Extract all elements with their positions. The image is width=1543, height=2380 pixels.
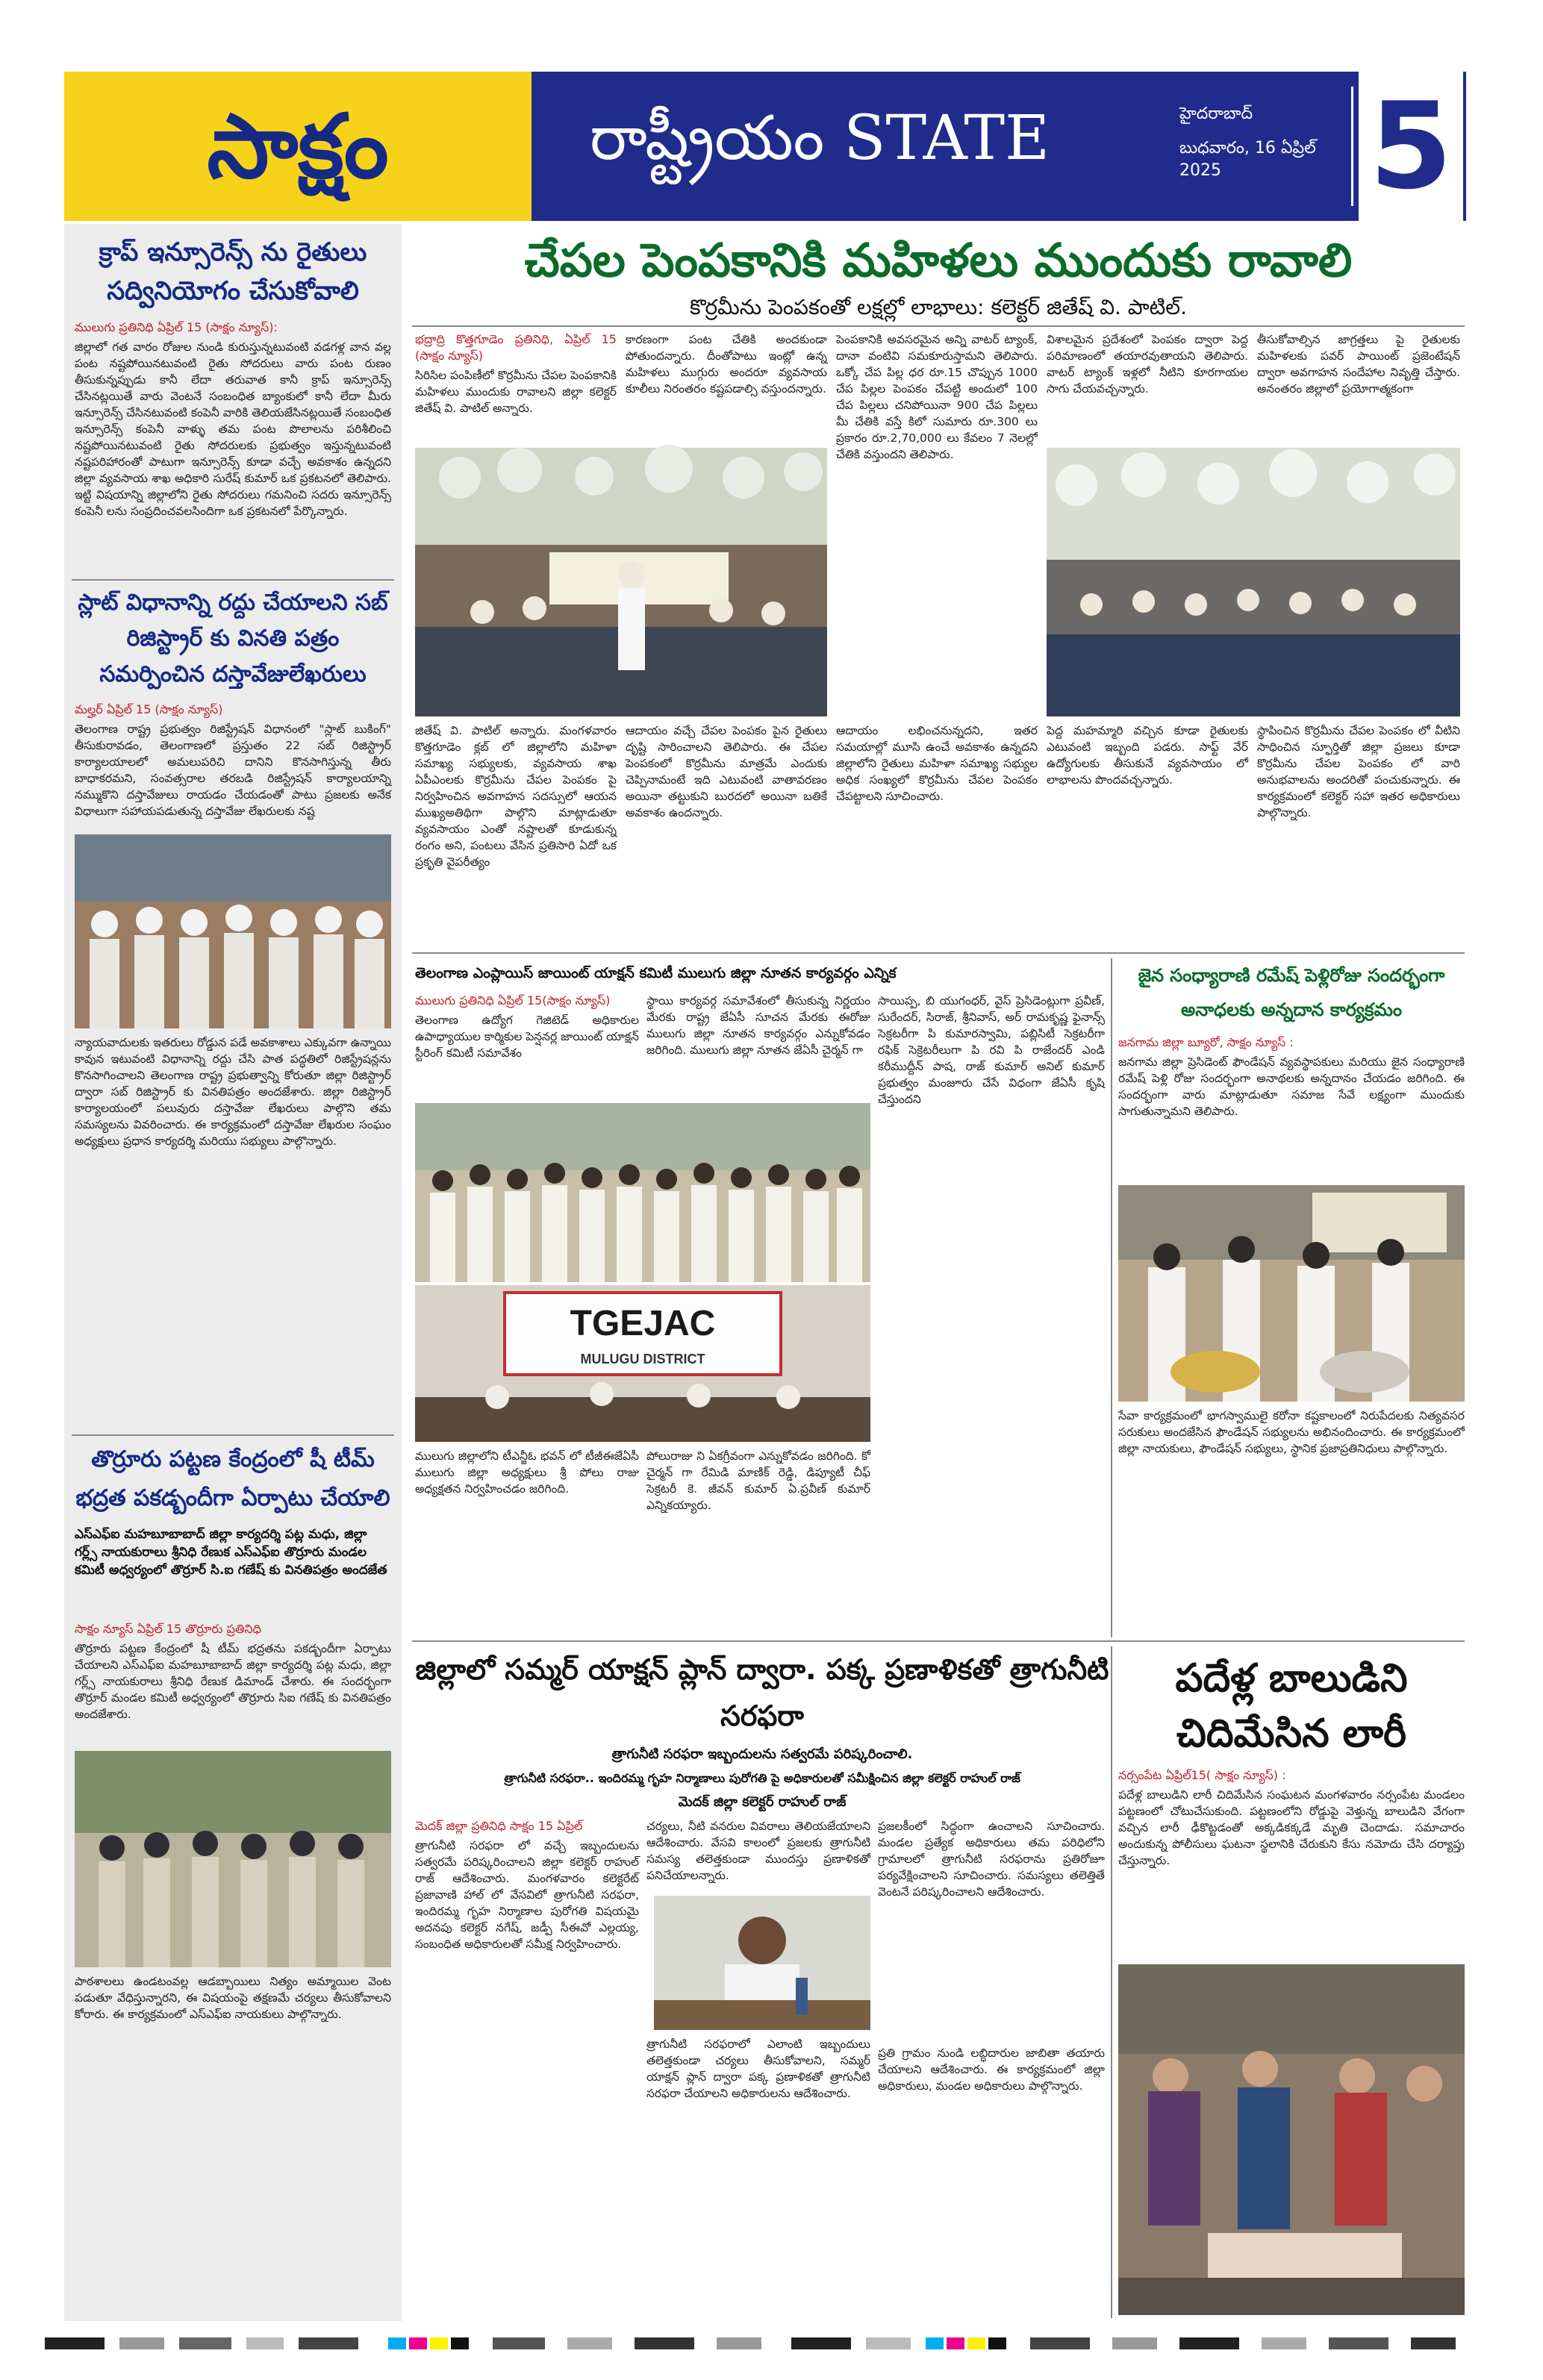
main-col-2b: ఆదాయం వచ్చే చేపల పెంపకం పైన రైతులు దృష్టి సారించాలని తెలిపారు. ఈ చేపల పెంపకంలో కొర్రమీను మాత్రమే ఎందుకు చెప్పినామంటే ఇది ఎటువంటి వాతావరణం అయినా తట్టుకుని బురదలో అయినా బతికే అవకాశం ఉందన్నారు. <box>626 724 827 819</box>
summer-col-3b: ప్రతి గ్రామం నుండి లబ్ధిదారుల జాబితా తయారు చేయాలని ఆదేశించారు. ఈ కార్యక్రమంలో జిల్లా అధికారులు, మండల అధికారులు పాల్గొన్నారు. <box>878 2046 1105 2093</box>
headline-lorry: పదేళ్ల బాలుడిని చిదిమేసిన లారీ <box>1175 1656 1408 1756</box>
article-body: జిల్లాలో గత వారం రోజుల నుండి కురుస్తున్నటువంటి వడగళ్ల వాన వల్ల పంట నష్టపోయినటువంటి రైతు సోదరులు వారు పంట రుణం తీసుకున్నప్పుడు కానీ లేదా తరువాత కానీ క్రాప్ ఇన్సూరెన్స్ చేసినట్లయితే వారు వెంటనే సంబంధిత బ్యాంకులో కానీ లేదా మీరు ఇన్సూరెన్స్ చేసినటువంటి కంపెనీ వారికి తెలియజేసినట్లయితే సంబంధిత ఇన్సూరెన్స్ కంపెనీ వాళ్ళు తమ పంట పొలాలను పరిశీలించి నష్టపోయినటువంటి రైతు సోదరులకు ప్రభుత్వం ఇస్తున్నటువంటి నష్టపరిహారంతో పాటుగా ఇన్సూరెన్స్ కూడా వచ్చే అవకాశం ఉన్నదని జిల్లా వ్యవసాయ శాఖ అధికారి సురేష్ కుమార్ ఒక ప్రకటనలో తెలిపారు. ఇట్టి విషయాన్ని జిల్లాలోని రైతు సోదరులు గమనించి సదరు ఇన్సూరెన్స్ కంపెనీ లను సంప్రదించవలసిందిగా ఒక ప్రకటనలో పేర్కొన్నారు. <box>75 340 391 518</box>
divider <box>412 325 1465 327</box>
reg-strip <box>1411 2337 1456 2349</box>
article-body: పదేళ్ల బాలుడిని లారీ చిదిమేసిన సంఘటన మంగళవారం నర్సంపేట మండలం పట్టణంలో చోటుచేసుకుంది. పట్టణంలోని రోడ్డుపై వెళ్తున్న బాలుడిని వేగంగా వచ్చిన లారీ ఢీకొట్టడంతో అక్కడికక్కడే మృతి చెందాడు. సమాచారం అందుకున్న పోలీసులు ఘటనా స్థలానికి చేరుకుని కేసు నమోదు చేసి దర్యాప్తు చేస్తున్నారు. <box>1118 1788 1465 1867</box>
article-body: తెలంగాణ రాష్ట్ర ప్రభుత్వం రిజిస్ట్రేషన్ విధానంలో "స్లాట్ బుకింగ్" తీసుకురావడం, తెలంగాణలో ప్రస్తుతం 22 సబ్ రిజిస్ట్రార్ కార్యాలయాలలో అమలుపరిచి దానిని కొనసాగిస్తున్న తీరు బాధాకరమని, సంవత్సరాల తరబడి రిజిస్ట్రేషన్ కార్యాలయాన్ని నమ్ముకొని దస్తావేజులు రాయడం చేయడంతో పాటు ప్రజలకు అనేక విధాలుగా సహాయపడుతున్న దస్తావేజు లేఖరులకు నష్ట <box>75 722 391 818</box>
photo-collector-speaking <box>415 448 827 716</box>
reg-strip-cyan <box>926 2337 944 2349</box>
photo-annadanam <box>1118 1185 1465 1402</box>
reg-strip <box>493 2337 545 2349</box>
event-photo-image <box>415 448 827 716</box>
photo-collector-rahul-raj <box>654 1896 870 2030</box>
main-col-1b: జితేష్ వి. పాటిల్ అన్నారు. మంగళవారం కొత్తగూడెం క్లబ్ లో జిల్లాలోని మహిళా సమాఖ్య సభ్యులకు, వ్యవసాయ శాఖ ఏపీఎంలకు కొర్రమీను చేపల పెంపకం పై నిర్వహించిన అవగాహన సదస్సులో ఆయన ముఖ్యఅతిథిగా పాల్గొని మాట్లాడుతూ వ్యవసాయం ఎంతో నష్టాలతో కూడుకున్న రంగం అని, పంటలు వేసిన ప్రతిసారి ఏదో ఒక ప్రకృతి వైపరీత్యం <box>415 724 617 869</box>
reg-strip <box>635 2337 694 2349</box>
masthead-divider <box>1351 87 1353 206</box>
summer-col-3: ప్రజలకీంలో సిద్ధంగా ఉంచాలని సూచించారు. మండల ప్రత్యేక అధికారులు తమ పరిధిలోని గ్రామాలలో త్రాగునీటి సరఫరాను ప్రతిరోజూ పర్యవేక్షించాలని సూచించారు. సమస్యలు తలెత్తితే వెంటనే పరిష్కరించాలని ఆదేశించారు. <box>878 1820 1105 1899</box>
divider <box>72 1434 394 1436</box>
event-photo-image <box>1047 448 1460 716</box>
main-col-5b: స్థాపించిన కొర్రమీను చేపల పెంపకం లో వీటిని సాధించిన స్ఫూర్తితో జిల్లా ప్రజలు కూడా కొర్రమీను చేపల పెంపకం లో వారి అనుభవాలను అందరితో పంచుకున్నారు. ఈ కార్యక్రమంలో కలెక్టర్ సహా ఇతర అధికారులు పాల్గొన్నారు. <box>1257 724 1460 819</box>
reg-strip <box>119 2337 164 2349</box>
summer-col-2b: త్రాగునీటి సరఫరాలో ఎలాంటి ఇబ్బందులు తలెత్తకుండా చర్యలు తీసుకోవాలని, సమ్మర్ యాక్షన్ ప్లాన్ ద్వారా పక్క ప్రణాళికతో త్రాగునీటి సరఫరా చేయాలని అధికారులను ఆదేశించారు. <box>646 2037 870 2100</box>
main-col-4: విశాలమైన ప్రదేశంలో పెంపకం ద్వారా పెద్ద పరిమాణంలో తయారవుతాయని తెలిపారు. వాటర్ ట్యాంక్ ఇళ్లలో నీటిని కూరగాయల సాగు చేయవచ్చన్నారు. <box>1047 333 1248 396</box>
poster-tgejac-text: TGEJAC <box>570 1304 716 1343</box>
newspaper-logo <box>64 72 532 221</box>
dateline: నర్సంపేట ఏప్రిల్15( సాక్షం న్యూస్) : <box>1118 1768 1286 1782</box>
masthead-date: బుధవారం, 16 ఏప్రిల్ 2025 <box>1179 139 1316 180</box>
reg-strip-yellow <box>430 2337 448 2349</box>
tgejac-col-1b: ములుగు జిల్లాలోని టీఎన్జీఓ భవన్ లో టీజీఈజేఏసీ ములుగు జిల్లా అధ్యక్షులు శ్రీ పోలు రాజు అధ్యక్షతన నిర్వహించడం జరిగింది. <box>415 1449 639 1496</box>
reg-strip-magenta <box>947 2337 964 2349</box>
main-col-4b: పెద్ద మహమ్మారి వచ్చిన కూడా రైతులకు ఎటువంటి ఇబ్బంది పడరు. సాఫ్ట్ వేర్ ఉద్యోగులకు తీసుకునే వ్యవసాయం లో లాభాలను పొందవచ్చన్నారు. <box>1047 724 1248 787</box>
group-photo-image <box>75 1751 391 1967</box>
tgejac-col-1 <box>415 993 639 1097</box>
reg-strip-magenta <box>409 2337 427 2349</box>
tgejac-col-3: సాయిప్ప, బి యుగంధర్, వైస్ ప్రెసిడెంట్లుగా ప్రవీణ్, సురేందర్, సిరాజ్, శ్రీనివాస్, అర్ రామకృష్ణ ఫైనాన్స్ సెక్రటరీగా పి కుమారస్వామి, పబ్లిసిటీ సెక్రటరీగా రఫిక్ సెక్రెటరీలుగా పి రవి పి రాజేందర్ ఎండి కరీముద్దీన్ పాష, రాజ్ కుమార్ అనిల్ కుమార్ ప్రభుత్వం మంజూరు చేసే విధంగా జేఏసీ కృషి చేస్తుందని <box>878 994 1105 1106</box>
dateline: భద్రాద్రి కొత్తగూడెం ప్రతినిధి, ఏప్రిల్ 15 (సాక్షం న్యూస్) <box>415 332 617 363</box>
article-body: తెలంగాణ ఉద్యోగ గెజిటెడ్ అధికారుల ఉపాధ్యాయుల కార్మికుల పెన్షనర్ల జాయింట్ యాక్షన్ స్టీరింగ్ కమిటీ సమావేశం <box>415 1013 639 1060</box>
article-slot-system <box>75 702 391 828</box>
dateline: ములుగు ప్రతినిధి ఏప్రిల్ 15(సాక్షం న్యూస్) <box>415 993 611 1008</box>
divider <box>1111 1646 1112 2318</box>
reg-strip <box>717 2337 761 2349</box>
dateline: ములుగు ప్రతినిధి ఏప్రిల్ 15 (సాక్షం న్యూస్): <box>75 320 278 334</box>
main-col-3b: ఆదాయం లభించనున్నదని, ఇతర సమయాల్లో మూసి ఉంచే అవకాశం ఉన్నదని జిల్లాలోని రైతులు మహిళా సమాఖ్య సభ్యుల అధిక సంఖ్యలో కొర్రమీను చేపల పెంపకం చేపట్టాలని సూచించారు. <box>836 724 1038 803</box>
poster-district-text: MULUGU DISTRICT <box>580 1352 705 1367</box>
dateline: మెదక్ జిల్లా ప్రతినిధి సాక్షం 15 ఏప్రిల్ <box>415 1819 583 1833</box>
reg-strip <box>1179 2337 1239 2349</box>
reg-strip <box>1112 2337 1157 2349</box>
article-body: జనగామ జిల్లా ప్రెసిడెంట్ ఫౌండేషన్ వ్యవస్థాపకులు మరియు జైన సంధ్యారాణి రమేష్ పెళ్లి రోజు సందర్భంగా అనాథలకు అన్నదానం చేయడం జరిగింది. ఈ సందర్భంగా వారు మాట్లాడుతూ సమాజ సేవే లక్ష్యంగా ముందుకు సాగుతున్నామని తెలిపారు. <box>1118 1055 1465 1118</box>
group-photo-image <box>415 1103 870 1282</box>
headline-tgejac: తెలంగాణ ఎంప్లాయిస్ జాయింట్ యాక్షన్ కమిటీ ములుగు జిల్లా నూతన కార్యవర్గం ఎన్నిక <box>415 965 897 981</box>
photo-sfi-memorandum <box>75 1751 391 1967</box>
reg-strip <box>299 2337 358 2349</box>
dateline: మల్హర్ ఏప్రిల్ 15 (సాక్షం న్యూస్) <box>75 702 223 716</box>
reg-strip <box>246 2337 284 2349</box>
divider <box>412 952 1465 954</box>
kicker-summer-2: త్రాగునీటి సరఫరా.. ఇందిరమ్మ గృహ నిర్మాణాలు పురోగతి పై అధికారులతో సమీక్షించిన జిల్లా కలెక్టర్ రాహుల్ రాజ్ <box>504 1771 1020 1785</box>
reg-strip-cyan <box>388 2337 406 2349</box>
photo-tgejac-group <box>415 1103 870 1282</box>
article-annadanam <box>1118 1034 1465 1181</box>
article-she-team <box>75 1621 391 1748</box>
main-col-5: తీసుకోవాల్సిన జాగ్రత్తలు పై రైతులకు మహిళలకు పవర్ పాయింట్ ప్రజెంటేషన్ ద్వారా అవగాహన సందేహాల నివృత్తి చేస్తారు. అనంతరం జిల్లాలో ప్రయోగాత్మకంగా <box>1257 333 1460 396</box>
reg-strip <box>1262 2337 1306 2349</box>
main-col-1 <box>415 331 617 443</box>
kicker-she-team: ఎస్ఎఫ్ఐ మహబూబాబాద్ జిల్లా కార్యదర్శి పట్ల మధు, జిల్లా గర్ల్స్ నాయకురాలు శ్రీనిధి రేణుక ఎస్ఎఫ్ఐ తొర్రూరు మండల కమిటీ అధ్వర్యంలో తొర్రూర్ సి.ఐ గణేష్ కు వినతిపత్రం అందజేత <box>75 1527 387 1578</box>
color-registration-bar <box>0 2329 1543 2358</box>
reg-strip-black <box>988 2337 1006 2349</box>
article-crop-insurance <box>75 319 391 576</box>
kicker-summer-3: మెదక్ జిల్లా కలెక్టర్ రాహుల్ రాజ్ <box>678 1794 847 1810</box>
reg-strip <box>1030 2337 1090 2349</box>
divider <box>412 1640 1465 1642</box>
headline-she-team: తొర్రూరు పట్టణ కేంద్రంలో షీ టీమ్ భద్రత పకడ్బందీగా ఏర్పాటు చేయాలి <box>75 1446 390 1511</box>
page-number: 5 <box>1359 72 1463 221</box>
reg-strip <box>45 2337 105 2349</box>
reg-strip <box>791 2337 851 2349</box>
photo-document-writers <box>75 834 391 1028</box>
main-col-3: పెంపకానికి అవసరమైన అన్ని వాటర్ ట్యాంక్, దానా వంటివి సమకూరుస్తామని తెలిపారు. ఒక్కో చేప పిల్ల ధర రూ.15 చొప్పున 1000 చేప పిల్లల పెంపకం చేపట్టి అందులో 100 చేప పిల్లలు చనిపోయినా 900 చేప పిల్లలు మీ చేతికి వస్తే కిలో సుమారు రూ.300 లు ప్రకారం రూ.2,70,000 లు కేవలం 7 నెలల్లో చేతికి వస్తుందని తెలిపారు. <box>836 333 1038 461</box>
photo-accident-scene <box>1118 1964 1465 2315</box>
masthead-city: హైదరాబాద్ <box>1179 104 1253 123</box>
article-body: త్రాగునీటి సరఫరా లో వచ్చే ఇబ్బందులను సత్వరమే పరిష్కరించాలని జిల్లా కలెక్టర్ రాహుల్ రాజ్ ఆదేశించారు. మంగళవారం కలెక్టరేట్ ప్రజావాణి హాల్ లో వేసవిలో త్రాగునీటి సరఫరా, ఇందిరమ్మ గృహ నిర్మాణాల పురోగతి విషయమై అదనపు కలెక్టర్ నగేష్, జడ్పీ సీఈవో ఎల్లయ్య, సంబంధిత అధికారులతో సమీక్ష నిర్వహించారు. <box>415 1839 639 1951</box>
collector-photo-image <box>654 1896 870 2030</box>
reg-strip <box>866 2337 911 2349</box>
kicker-summer-1: త్రాగునీటి సరఫరా ఇబ్బందులను సత్వరమే పరిష్కరించాలి. <box>611 1746 913 1762</box>
headline-annadanam: జైన సంధ్యారాణి రమేష్ పెళ్లిరోజు సందర్భంగా అనాధలకు అన్నదాన కార్యక్రమం <box>1138 965 1445 1020</box>
reg-strip-black <box>451 2337 469 2349</box>
photo-stage-officials <box>1047 448 1460 716</box>
divider <box>1111 958 1112 1637</box>
dateline: సాక్షం న్యూస్ ఏప్రిల్ 15 తొర్రూరు ప్రతినిధి <box>75 1622 261 1636</box>
reg-strip <box>567 2337 612 2349</box>
article-she-team-cont: పాఠశాలలు ఉండటంవల్ల ఆడబ్బాయిలు నిత్యం అమ్మాయిల వెంట పడుతూ వేధిస్తున్నారని, ఈ విషయంపై తక్షణమే చర్యలు తీసుకోవాలని కోరారు. ఈ కార్యక్రమంలో ఎస్ఎఫ్ఐ నాయకులు పాల్గొన్నారు. <box>75 1975 391 2021</box>
section-title: రాష్ట్రీయం STATE <box>590 103 1050 174</box>
headline-crop-insurance: క్రాప్ ఇన్సూరెన్స్ ను రైతులు సద్వినియోగం చేసుకోవాలి <box>99 237 367 306</box>
dateline: జనగామ జిల్లా బ్యూరో, సాక్షం న్యూస్ : <box>1118 1035 1294 1049</box>
headline-slot-system: స్లాట్ విధానాన్ని రద్దు చేయాలని సబ్ రిజిస్ట్రార్ కు వినతి పత్రం సమర్పించిన దస్తావేజులేఖరులు <box>78 590 388 687</box>
photo-tgejac-meeting <box>415 1285 870 1442</box>
divider <box>72 579 394 581</box>
summer-col-2: చర్యలు, నీటి వనరుల వివరాలు తెలియజేయాలని ఆదేశించారు. వేసవి కాలంలో ప్రజలకు త్రాగునీటి సమస్య తలెత్తకుండా ముందస్తు ప్రణాళికతో పనిచేయాలన్నారు. <box>646 1820 870 1882</box>
main-col-2: కారణంగా పంట చేతికి అందకుండా పోతుందన్నారు. దీంతోపాటు ఇంట్లో ఉన్న మహిళలు ముగ్గురు అందరూ వ్యవసాయ కూలీలు నిరంతరం కష్టపడాల్సి వస్తుందన్నారు. <box>626 333 827 396</box>
reg-strip <box>1329 2337 1388 2349</box>
headline-summer-plan: జిల్లాలో సమ్మర్ యాక్షన్ ప్లాన్ ద్వారా. పక్క ప్రణాళికతో త్రాగునీటి సరఫరా <box>415 1653 1109 1732</box>
main-headline: చేపల పెంపకానికి మహిళలు ముందుకు రావాలి <box>524 233 1353 287</box>
accident-photo-image <box>1118 1964 1465 2315</box>
summer-col-1 <box>415 1818 639 2311</box>
article-body: సిరిసిల పంపిణీలో కొర్రమీను చేపల పెంపకానికి మహిళలు ముందుకు రావాలని జిల్లా కలెక్టర్ జితేష్ వి. పాటిల్ అన్నారు. <box>415 369 617 415</box>
logo-text: సాక్షం <box>207 95 389 198</box>
reg-strip <box>179 2337 231 2349</box>
main-subhead: కొర్రమీను పెంపకంతో లక్షల్లో లాభాలు: కలెక్టర్ జితేష్ వి. పాటిల్. <box>689 295 1188 319</box>
article-annadanam-cont: సేవా కార్యక్రమంలో భాగస్వాములై కరోనా కష్టకాలంలో నిరుపేదలకు నిత్యవసర సరుకులు అందజేసిన ఫౌండేషన్ సభ్యులను అభినందించారు. ఈ కార్యక్రమంలో జిల్లా నాయకులు, ఫౌండేషన్ సభ్యులు, స్థానిక ప్రజాప్రతినిధులు పాల్గొన్నారు. <box>1118 1409 1465 1455</box>
food-distribution-photo <box>1118 1185 1465 1402</box>
article-slot-system-cont: న్యాయవాదులకు ఇతరులు రోడ్డున పడే అవకాశాలు ఎక్కువగా ఉన్నాయి కావున ఇటువంటి విధానాన్ని రద్దు చేసి పాత పద్ధతిలో రిజిస్ట్రేషన్లను కొనసాగించాలని తెలంగాణ రాష్ట్ర ప్రభుత్వాన్ని కోరుతూ జిల్లా రిజిస్ట్రార్ ద్వారా సబ్ రిజిస్ట్రార్ కు వినతిపత్రం అందజేశారు. జిల్లా రిజిస్ట్రార్ కార్యాలయంలో పలువురు దస్తావేజు లేఖరులు పాల్గొని తమ సమస్యలను వివరించారు. ఈ కార్యక్రమంలో దస్తావేజు లేఖరుల సంఘం అధ్యక్షులు ప్రధాన కార్యదర్శి మరియు సభ్యులు పాల్గొన్నారు. <box>75 1036 391 1148</box>
group-photo-image <box>75 834 391 1028</box>
tgejac-col-2b: పోలురాజు ని ఏకగ్రీవంగా ఎన్నుకోవడం జరిగింది. కో చైర్మన్ గా రేమిడి మాణిక్ రెడ్డి, డిప్యూటీ చీఫ్ సెక్రటరీ కె. జీవన్ కుమార్ ఏ.ప్రవీణ్ కుమార్ ఎన్నికయ్యారు. <box>646 1449 870 1512</box>
tgejac-col-2: స్థాయి కార్యవర్గ సమావేశంలో తీసుకున్న నిర్ణయం మేరకు రాష్ట్ర జేఏసీ సూచన మేరకు ఈరోజు ములుగు జిల్లా నూతన కార్యవర్గం ఎన్నుకోవడం జరిగింది. ములుగు జిల్లా నూతన జేఏసీ చైర్మన్ గా <box>646 994 870 1057</box>
article-lorry <box>1118 1767 1465 1961</box>
reg-strip-yellow <box>967 2337 985 2349</box>
article-body: తొర్రూరు పట్టణ కేంద్రంలో షీ టీమ్ భద్రతను పకడ్బందీగా ఏర్పాటు చేయాలని ఎస్ఎఫ్ఐ మహబూబాబాద్ జిల్లా కార్యదర్శి పట్ల మధు, జిల్లా గర్ల్స్ నాయకురాలు శ్రీనిధి రేణుక డిమాండ్ చేశారు. ఈ సందర్భంగా తొర్రూర్ మండల కమిటీ అధ్వర్యంలో తొర్రూరు సిఐ గణేష్ కు వినతిపత్రం అందజేశారు. <box>75 1642 391 1721</box>
